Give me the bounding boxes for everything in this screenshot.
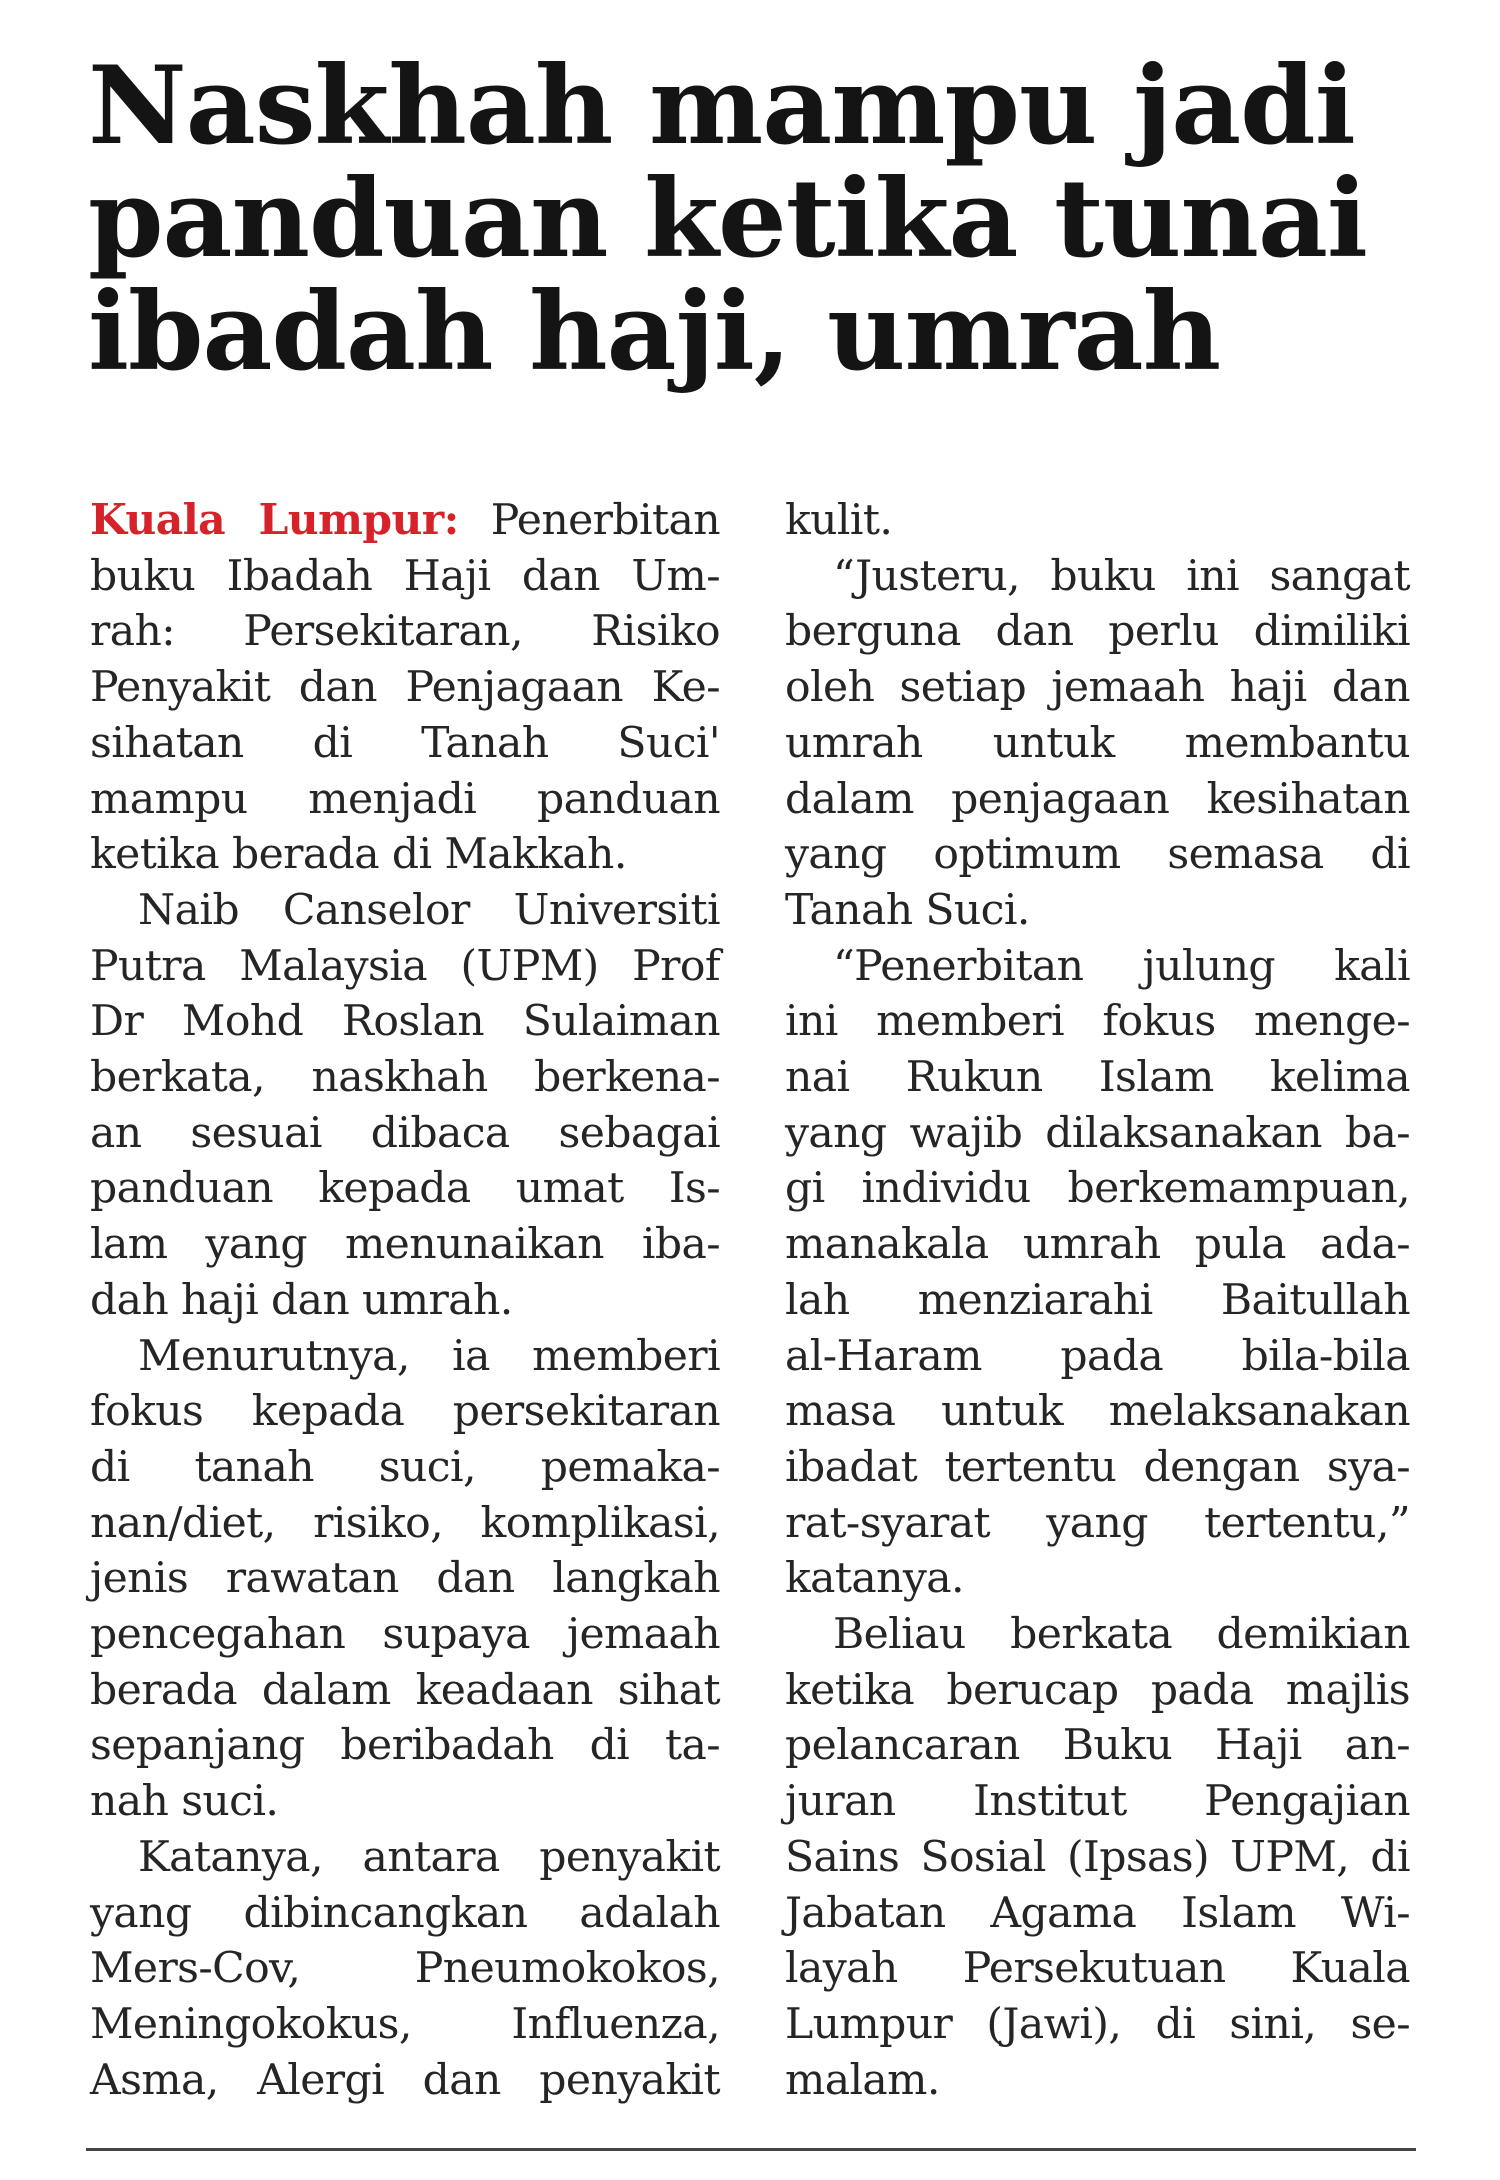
text-line: Kuala Lumpur: Penerbitan — [90, 495, 720, 545]
text-line: lah menziarahi Baitullah — [785, 1275, 1410, 1325]
text-line: sihatan di Tanah Suci' — [90, 718, 720, 768]
text-line: Naib Canselor Universiti — [138, 885, 720, 935]
dateline: Kuala Lumpur: — [90, 495, 459, 545]
text-line: pelancaran Buku Haji an- — [785, 1721, 1410, 1771]
text-line: Mers-Cov, Pneumokokos, — [90, 1944, 720, 1994]
text-line: buku Ibadah Haji dan Um- — [90, 551, 720, 601]
text-line: masa untuk melaksanakan — [785, 1387, 1410, 1437]
text-line: Beliau berkata demikian — [833, 1610, 1410, 1660]
text-line: ketika berucap pada majlis — [785, 1665, 1410, 1715]
text-line: nan/diet, risiko, komplikasi, — [90, 1498, 720, 1548]
text-line: berkata, naskhah berkena- — [90, 1053, 720, 1103]
text-line: dalam penjagaan kesihatan — [785, 774, 1410, 824]
text-line: nah suci. — [90, 1777, 279, 1827]
bottom-rule — [86, 2148, 1416, 2151]
text-line: Lumpur (Jawi), di sini, se- — [785, 1999, 1410, 2049]
text-line: oleh setiap jemaah haji dan — [785, 663, 1410, 713]
text-line: katanya. — [785, 1554, 964, 1604]
text-line: Putra Malaysia (UPM) Prof — [90, 941, 720, 991]
text-line: Meningokokus, Influenza, — [90, 1999, 720, 2049]
text-line: al-Haram pada bila-bila — [785, 1331, 1410, 1381]
article-column-1 — [90, 493, 720, 2108]
text-line: layah Persekutuan Kuala — [785, 1944, 1410, 1994]
text-line: yang optimum semasa di — [785, 830, 1410, 880]
text-line: berada dalam keadaan sihat — [90, 1665, 720, 1715]
text-line: malam. — [785, 2055, 940, 2105]
text-line: jenis rawatan dan langkah — [90, 1554, 720, 1604]
text-line: fokus kepada persekitaran — [90, 1387, 720, 1437]
text-line: kulit. — [785, 496, 893, 545]
text-line: Menurutnya, ia memberi — [138, 1331, 720, 1381]
text-line: berguna dan perlu dimiliki — [785, 607, 1410, 657]
text-line: ketika berada di Makkah. — [90, 830, 627, 880]
text-line: gi individu berkemampuan, — [785, 1164, 1410, 1214]
text-line: Sains Sosial (Ipsas) UPM, di — [785, 1832, 1410, 1882]
text-line: Katanya, antara penyakit — [138, 1832, 720, 1882]
article-column-2 — [785, 493, 1410, 2108]
text-line: sepanjang beribadah di ta- — [90, 1721, 720, 1771]
headline-line-1: Naskhah mampu jadi — [88, 43, 1355, 169]
text-line: ibadat tertentu dengan sya- — [785, 1442, 1410, 1492]
text-line: Tanah Suci. — [785, 885, 1030, 935]
text-line: rah: Persekitaran, Risiko — [90, 607, 720, 657]
headline — [88, 43, 1428, 395]
text-line: lam yang menunaikan iba- — [90, 1220, 720, 1270]
text-line: Dr Mohd Roslan Sulaiman — [90, 997, 720, 1047]
text-line: dah haji dan umrah. — [90, 1275, 513, 1325]
text-line: rat-syarat yang tertentu,” — [785, 1498, 1410, 1548]
text-line: ini memberi fokus menge- — [785, 997, 1410, 1047]
text-line: juran Institut Pengajian — [785, 1777, 1410, 1827]
headline-line-3: ibadah haji, umrah — [88, 269, 1221, 395]
text-line: Asma, Alergi dan penyakit — [90, 2055, 720, 2105]
text-line: nai Rukun Islam kelima — [785, 1053, 1410, 1103]
text-line: Jabatan Agama Islam Wi- — [785, 1888, 1410, 1938]
text-line: mampu menjadi panduan — [90, 774, 720, 824]
text-line: yang wajib dilaksanakan ba- — [785, 1108, 1410, 1158]
text-line: Penyakit dan Penjagaan Ke- — [90, 663, 720, 713]
text-line: an sesuai dibaca sebagai — [90, 1108, 720, 1158]
text-line: yang dibincangkan adalah — [90, 1888, 720, 1938]
text-line: manakala umrah pula ada- — [785, 1220, 1410, 1270]
headline-line-2: panduan ketika tunai — [88, 156, 1367, 282]
text-line: di tanah suci, pemaka- — [90, 1442, 720, 1492]
text-line: umrah untuk membantu — [785, 718, 1410, 768]
text-line: “Penerbitan julung kali — [833, 941, 1410, 991]
text-line: pencegahan supaya jemaah — [90, 1610, 720, 1660]
text-line: panduan kepada umat Is- — [90, 1164, 720, 1214]
text-line: “Justeru, buku ini sangat — [833, 551, 1410, 601]
